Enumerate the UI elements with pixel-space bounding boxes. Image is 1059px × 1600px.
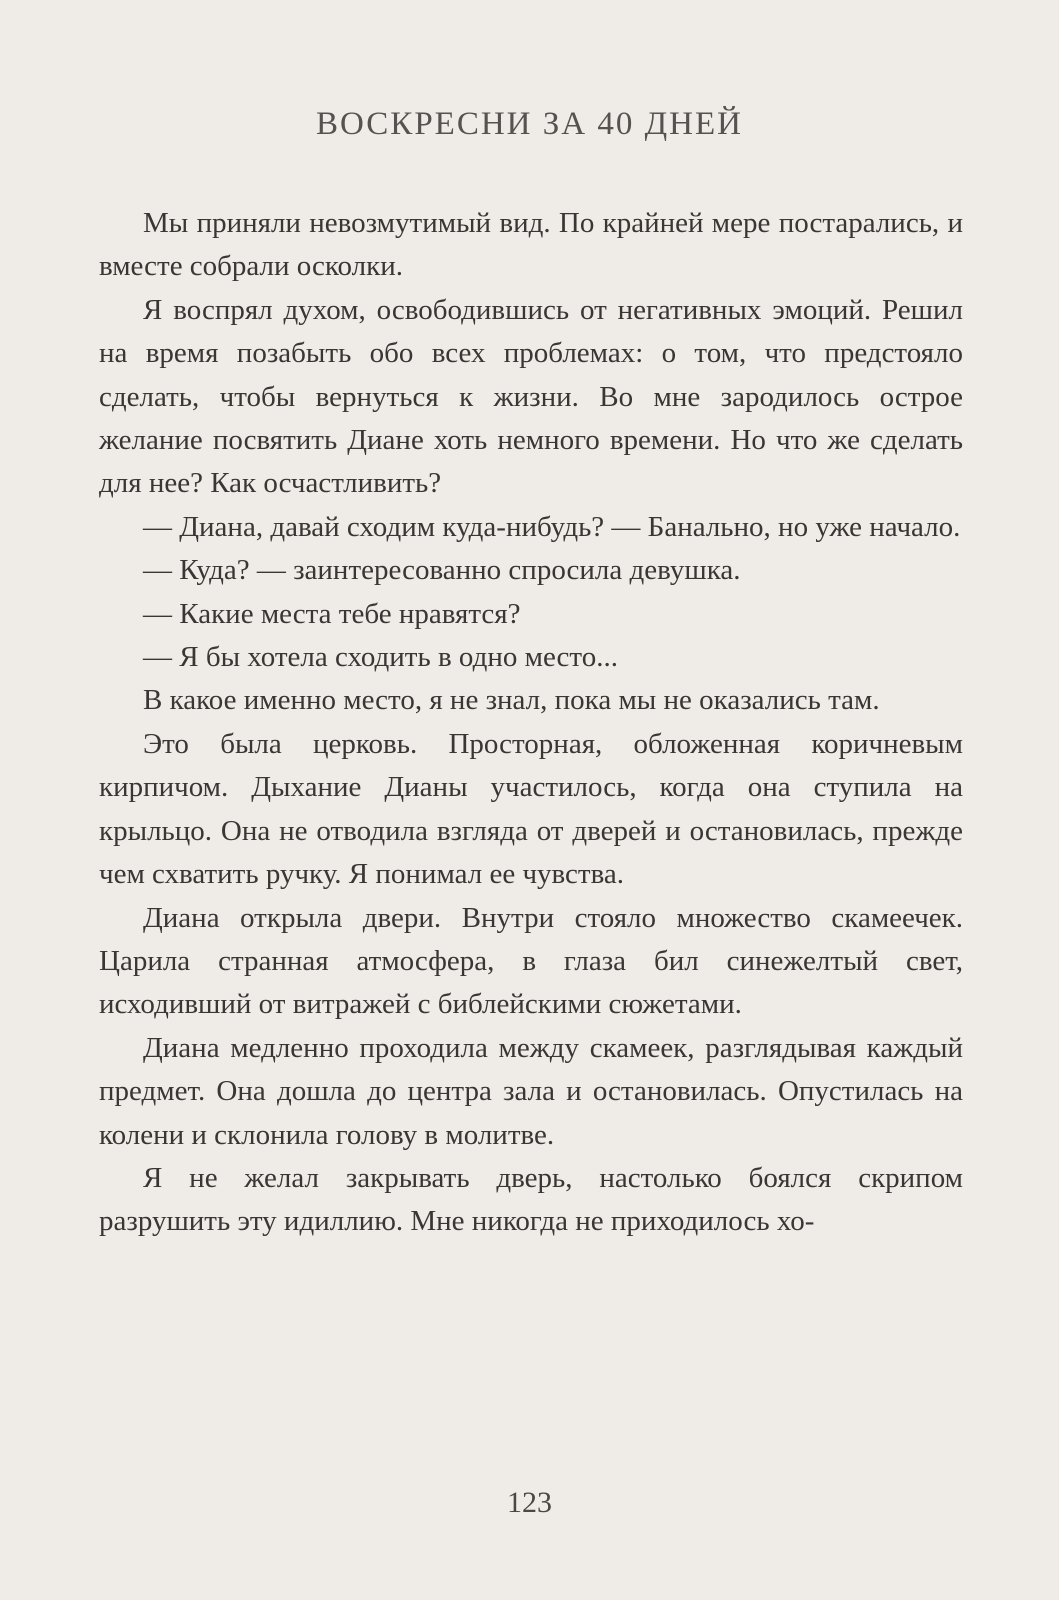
paragraph: — Куда? — заинтересованно спросила девушка.: [143, 554, 741, 587]
paragraph: Диана медленно проходила между скамеек, разглядывая каждый предмет. Она дошла до центра зала и остановилась. Опустилась на колени и склонила голову в молитве.: [99, 1031, 963, 1151]
page-number: 123: [507, 1486, 552, 1519]
paragraph: Я воспрял духом, освободившись от негативных эмоций. Решил на время позабыть обо всех проблемах: о том, что предстояло сделать, чтобы вернуться к жизни. Во мне зародилось острое желание посвятить Диане хоть немного времени. Но что же сделать для нее? Как осчастливить?: [99, 293, 963, 500]
paragraph: Я не желал закрывать дверь, настолько боялся скрипом разрушить эту идиллию. Мне никогда не приходилось хо-: [99, 1161, 963, 1238]
body-text: [99, 202, 963, 1244]
paragraph: В какое именно место, я не знал, пока мы не оказались там.: [143, 684, 880, 717]
running-title: ВОСКРЕСНИ ЗА 40 ДНЕЙ: [316, 106, 743, 142]
paragraph: — Диана, давай сходим куда-нибудь? — Банально, но уже начало.: [143, 510, 961, 543]
paragraph: — Какие места тебе нравятся?: [143, 597, 521, 630]
paragraph: Это была церковь. Просторная, обложенная коричневым кирпичом. Дыхание Дианы участилось, когда она ступила на крыльцо. Она не отводила взгляда от дверей и остановилась, прежде чем схватить ручку. Я понимал ее чувства.: [99, 727, 963, 891]
paragraph: Мы приняли невозмутимый вид. По крайней мере постарались, и вместе собрали осколки.: [99, 207, 963, 283]
paragraph: Диана открыла двери. Внутри стояло множество скамеечек. Царила странная атмосфера, в глаза бил синежелтый свет, исходивший от витражей с библейскими сюжетами.: [99, 901, 963, 1021]
paragraph: — Я бы хотела сходить в одно место...: [143, 641, 618, 674]
